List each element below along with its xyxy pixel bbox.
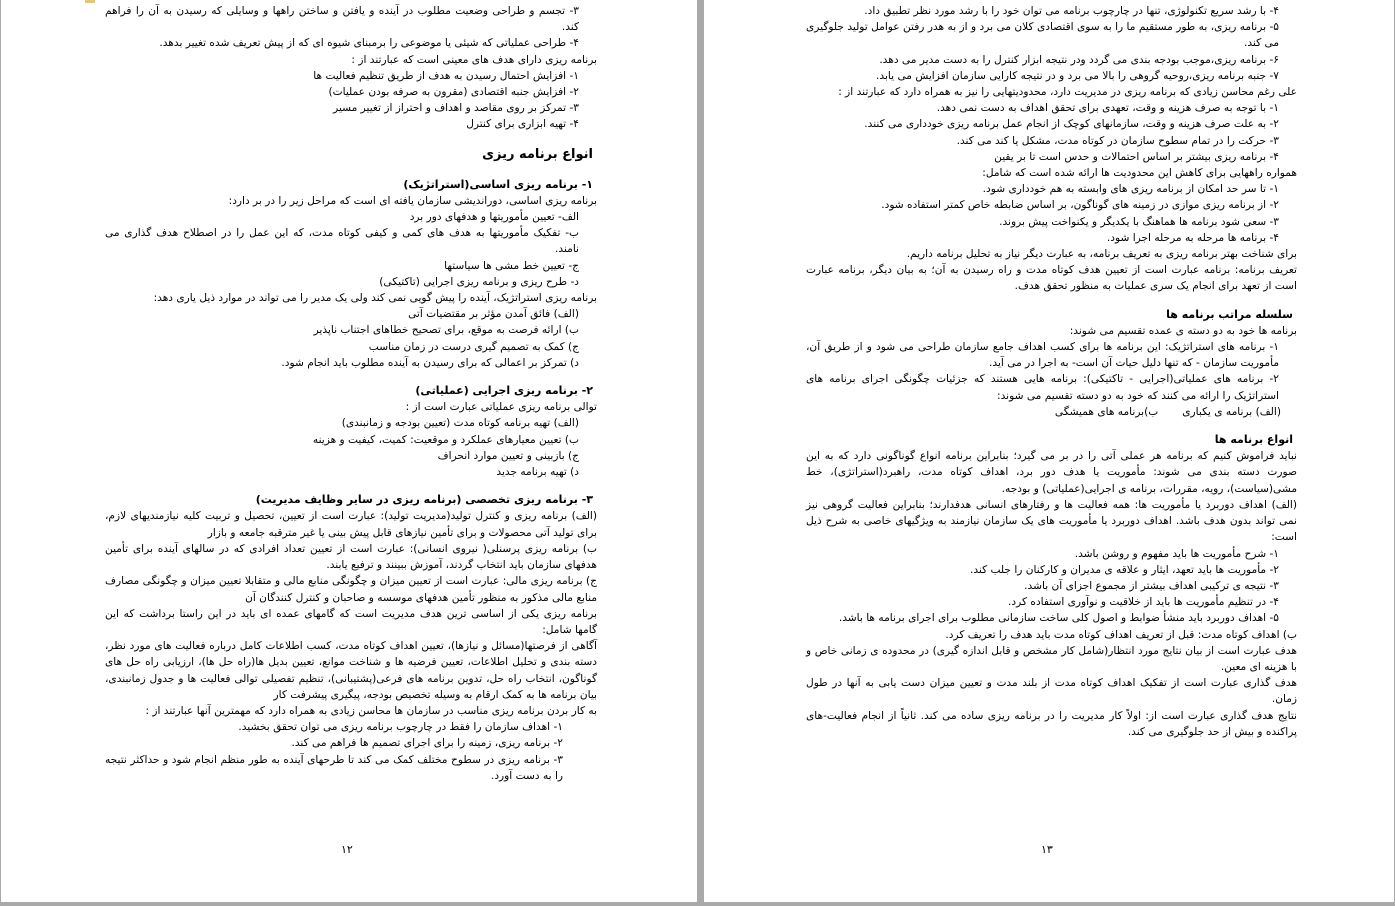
list-item: ۲- برنامه های عملیاتی(اجرایی - تاکتیکی): برنامه هایی هستند که جزئیات چگونگی اجرای برنامه های استراتژیک را ارائه می کنند که خود به دو دسته تقسیم می شوند: [806,373,1279,402]
paragraph: (الف) اهداف دوربرد یا مأموریت ها: همه فعالیت ها و رفتارهای انسانی هدفدارند؛ بنابراین فعالیت گروهی نیز نمی تواند بدون هدف باشد. اهداف دوربرد یا مأموریت های یک سازمان نیازمند به ویژگیهای خاصی به شرح ذیل است: [806,498,1297,544]
paragraph: برای شناخت بهتر برنامه ریزی به تعریف برنامه، به عبارت دیگر نیاز به تحلیل برنامه داریم. [906,248,1297,261]
subsection-heading: ۲- برنامه ریزی اجرایی (عملیاتی) [415,384,593,398]
paragraph: برنامه ها خود به دو دسته ی عمده تقسیم می شوند: [1069,324,1297,337]
list-item: ۳- نتیجه ی ترکیبی اهداف بیشتر از مجموع اجزای آن باشد. [1024,579,1279,592]
list-item: ۳- سعی شود برنامه ها هماهنگ با یکدیگر و یکنواخت پیش بروند. [999,215,1279,228]
list-item: د) تمرکز بر اعمالی که برای رسیدن به آینده مطلوب باید انجام شود. [281,356,579,369]
paragraph: برنامه ریزی استراتژیک، آینده را پیش گویی نمی کند ولی یک مدیر را می تواند در موارد ذیل یاری دهد: [153,292,597,305]
paragraph: توالی برنامه ریزی عملیاتی عبارت است از : [405,401,597,414]
list-item: ۷- جنبه برنامه ریزی،روحیه گروهی را بالا می برد و در نتیجه کارایی سازمان افزایش می یابد. [876,69,1279,82]
paragraph: برنامه ریزی یکی از اساسی ترین هدف مدیریت است که گامهای عمده ای باید در این راستا برداشت که این گامها شامل: [105,607,597,636]
list-item: (الف) فائق آمدن مؤثر بر مقتضیات آتی [408,308,579,321]
page-number: ۱۲ [341,843,353,856]
list-item: ۱- اهداف سازمان را فقط در چارچوب برنامه ریزی می توان تحقق بخشید. [238,721,563,734]
list-item: ۶- برنامه ریزی،موجب بودجه بندی می گردد ودر نتیجه ابزار کنترل را به دست مدیر می دهد. [879,53,1279,66]
list-item: ب) تعیین معیارهای عملکرد و موقعیت: کمیت، کیفیت و هزینه [312,433,579,446]
list-item: ۱- برنامه های استراتژیک: این برنامه ها برای کسب اهداف جامع سازمان طراحی می شود و از طریق آن، مأموریت سازمان - که تنها دلیل حیات آن است- به اجرا در می آید. [806,341,1279,370]
section-heading: انواع برنامه ها [1214,433,1293,447]
right-page [704,0,1394,902]
list-item: ۳- تمرکز بر روی مقاصد و اهداف و احتراز از تغییر مسیر [333,102,579,115]
paragraph: ب) برنامه ریزی پرسنلی( نیروی انسانی): عبارت است از تعیین تعداد افرادی که در سالهای آینده برای تأمین هدفهای سازمان باید انتخاب گردند، آموزش ببینند و ترفیع یابند. [105,542,597,572]
list-item: ج- تعیین خط مشی ها سیاستها [444,259,579,272]
list-item: ۴- برنامه ریزی بیشتر بر اساس احتمالات و حدس است تا بر یقین [994,150,1279,163]
list-item: ۳- حرکت را در تمام سطوح سازمان در کوتاه مدت، مشکل یا کند می کند. [956,134,1279,147]
paragraph: علی رغم محاسن زیادی که برنامه ریزی در مدیریت دارد، محدودیتهایی را نیز به همراه دارد که عبارتند از : [838,86,1297,99]
list-item: ۱- تا سر حد امکان از برنامه ریزی های وابسته به هم خودداری شود. [982,183,1279,196]
list-item: ۵- برنامه ریزی، به طور مستقیم ما را به سوی اقتصادی کلان می برد و از به هدر رفتن عوامل تولید جلوگیری می کند. [806,21,1279,50]
list-item: ۲- برنامه ریزی، زمینه را برای اجرای تصمیم ها فراهم می کند. [291,737,563,750]
paragraph: هدف گذاری عبارت است از تفکیک اهداف کوتاه مدت از بلند مدت و تعیین میزان دست یابی به آنها در طول زمان. [806,677,1297,706]
list-item: (الف) تهیه برنامه کوتاه مدت (تعیین بودجه و زمانبندی) [341,417,579,430]
list-item: ج) بازبینی و تعیین موارد انحراف [437,449,579,462]
list-item: ۴- طراحی عملیاتی که شیئی یا موضوعی را برمبنای شیوه ای که از پیش تعریف شده تغییر بدهد. [159,37,579,50]
left-page [1,0,697,902]
paragraph: (الف) برنامه ریزی و کنترل تولید(مدیریت تولید): عبارت است از تعیین، تحصیل و تربیت کلیه نیازمندیهای لازم، برای تولید آتی محصولات و برای تأمین نیازهای قابل پیش بینی یا غیر مترقبه جامعه و بازار [105,510,597,539]
paragraph: به کار بردن برنامه ریزی مناسب در سازمان ها محاسن زیادی به همراه دارد که مهمترین آنها عبارتند از : [145,704,597,717]
section-heading: انواع برنامه ریزی [482,146,593,162]
list-item: ج) کمک به تصمیم گیری درست در زمان مناسب [368,340,579,353]
paragraph: برنامه ریزی دارای هدف های معینی است که عبارتند از : [351,53,597,66]
paragraph: ج) برنامه ریزی مالی: عبارت است از تعیین میزان و چگونگی منابع مالی و متقابلا تعیین میزان و چگونگی مصارف منابع مالی مذکور به منظور تأمین هدفهای موسسه و صاحبان و کنترل کنندگان آن [105,575,597,604]
subsection-heading: ۱- برنامه ریزی اساسی(استراتژیک) [403,177,593,191]
paragraph: نباید فراموش کنیم که برنامه هر عملی آتی را در بر می گیرد؛ بنابراین برنامه انواع گوناگونی دارد که به این صورت دسته بندی می شوند: مأموریت یا هدف دور برد، اهداف کوتاه مدت، راهبرد(استراتژی)، خط مشی(سیاست)، رویه، مقررات، برنامه ی اجرایی(عملیاتی) و بودجه. [806,450,1297,495]
list-item: (الف) برنامه ی یکباری [1182,405,1281,418]
left-page-text [105,3,597,784]
paragraph: نتایج هدف گذاری عبارت است از: اولاً کار مدیریت را در برنامه ریزی ساده می کند. ثانیاً از انجام فعالیت-های پراکنده و بیش از حد جلوگیری می کند. [806,709,1297,738]
page-number: ۱۳ [1041,843,1053,856]
list-item: د) تهیه برنامه جدید [496,466,579,479]
right-page-text [806,3,1297,740]
list-item: ۱- با توجه به صرف هزینه و وقت، تعهدی برای تحقق اهداف به دست نمی دهد. [936,102,1279,115]
list-item: ۳- برنامه ریزی در سطوح مختلف کمک می کند تا طرحهای آینده به طور منظم انجام شود و حداکثر نتیجه را به دست آورد. [105,753,563,782]
paragraph: آگاهی از فرصتها(مسائل و نیازها)، تعیین اهداف کوتاه مدت، کسب اطلاعات کامل درباره فعالیت های مورد نظر، دسته بندی و تحلیل اطلاعات، تعیین فرضیه ها و شناخت موانع، تعیین بدیل ها(راه حل ها)، ارزیابی راه حل های گوناگون، انتخاب راه حل، تدوین برنامه های فرعی(پشتیبانی)، تنظیم تفصیلی توالی فعالیت ها و جدول زمانبندی، بیان برنامه ها به کمک ارقام به وسیله تخصیص بودجه، پیگیری پیشرفت کار [105,640,597,701]
sub-list [806,404,1297,420]
list-item: ۳- تجسم و طراحی وضعیت مطلوب در آینده و یافتن و ساختن راهها و وسایلی که رسیدن به آن را فراهم کند. [105,5,579,34]
section-heading: سلسله مراتب برنامه ها [1166,307,1293,321]
page-corner-mark [85,0,95,3]
list-item: ۲- به علت صرف هزینه و وقت، سازمانهای کوچک از انجام عمل برنامه ریزی خودداری می کنند. [864,118,1279,131]
list-item: الف- تعیین مأموریتها و هدفهای دور برد [409,211,579,224]
list-item: ۴- تهیه ابزاری برای کنترل [466,118,579,131]
paragraph: برنامه ریزی اساسی، دوراندیشی سازمان یافته ای است که مراحل زیر را در بر دارد: [228,194,597,207]
list-item: ب- تفکیک مأموریتها به هدف های کمی و کیفی کوتاه مدت، که این عمل را در اصطلاح هدف گذاری می نامند. [105,227,579,256]
list-item: ۲- از برنامه ریزی موازی در زمینه های گوناگون، بر اساس ضابطه خاص کمتر استفاده شود. [881,199,1279,212]
list-item: ۵- اهداف دوربرد باید منشأ ضوابط و اصول کلی ساخت سازمانی مطلوب برای اجرای برنامه ها باشد. [838,612,1279,625]
list-item: ۲- مأموریت ها باید تعهد، ایثار و علاقه ی مدیران و کارکنان را جلب کند. [969,563,1279,576]
list-item: د- طرح ریزی و برنامه ریزی اجرایی (تاکتیکی) [379,275,579,288]
list-item: ب) ارائه فرصت به موقع، برای تصحیح خطاهای اجتناب ناپذیر [313,324,579,337]
list-item: ۱- شرح مأموریت ها باید مفهوم و روشن باشد. [1074,547,1279,560]
paragraph: ب) اهداف کوتاه مدت: قبل از تعریف اهداف کوتاه مدت باید هدف را تعریف کرد. [945,628,1297,641]
list-item: ب)برنامه های همیشگی [1054,405,1159,418]
list-item: ۴- برنامه ها مرحله به مرحله اجرا شود. [1106,231,1279,244]
paragraph: همواره راههایی برای کاهش این محدودیت ها ارائه شده است که شامل: [982,167,1297,180]
paragraph: تعریف برنامه: برنامه عبارت است از تعیین هدف کوتاه مدت و راه رسیدن به آن؛ به بیان دیگر، برنامه عبارت است از تعهد برای انجام یک سری عملیات به منظور تحقق هدف. [806,264,1297,293]
list-item: ۴- با رشد سریع تکنولوژی، تنها در چارچوب برنامه می توان خود را با رشد مورد نظر تطبیق داد. [864,5,1279,17]
list-item: ۱- افزایش احتمال رسیدن به هدف از طریق تنظیم فعالیت ها [313,69,579,82]
list-item: ۲- افزایش جنبه اقتصادی (مقرون به صرفه بودن عملیات) [328,86,579,99]
subsection-heading: ۳- برنامه ریزی تخصصی (برنامه ریزی در سایر وظایف مدیریت) [255,493,593,507]
paragraph: هدف عبارت است از بیان نتایج مورد انتظار(شامل کار مشخص و قابل اندازه گیری) در محدوده ی زمانی خاص و با هزینه ای معین. [806,644,1297,673]
list-item: ۴- در تنظیم مأموریت ها باید از خلاقیت و نوآوری استفاده کرد. [1008,596,1279,609]
